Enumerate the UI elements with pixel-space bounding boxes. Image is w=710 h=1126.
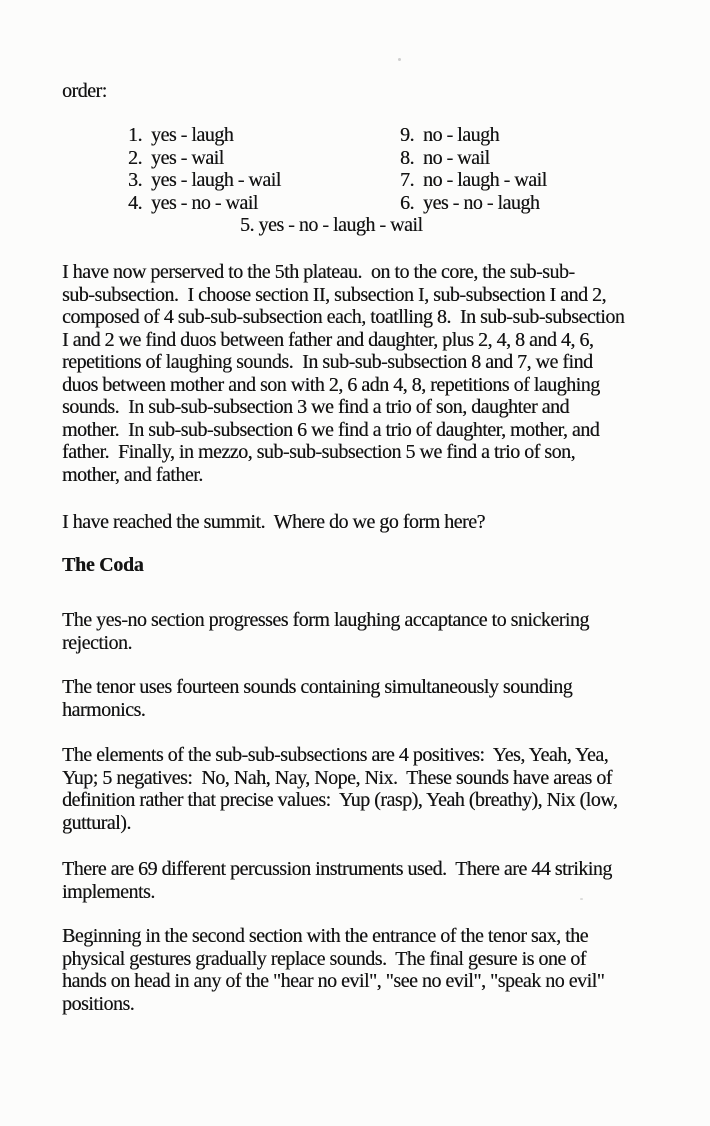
paragraph-yesno bbox=[62, 609, 674, 654]
order-label-text: order: bbox=[62, 80, 107, 102]
list-item: 1. yes - laugh bbox=[128, 124, 234, 146]
list-item-center: 5. yes - no - laugh - wail bbox=[240, 214, 423, 237]
text-line: sounds. In sub-sub-subsection 3 we find a trio of son, daughter and bbox=[62, 396, 570, 418]
text-line: rejection. bbox=[62, 631, 132, 654]
text-line: composed of 4 sub-sub-subsection each, toatlling 8. In sub-sub-subsection bbox=[62, 306, 625, 328]
paragraph-gestures bbox=[62, 925, 674, 1015]
heading-text: The Coda bbox=[62, 554, 144, 576]
text-line: I have now perserved to the 5th plateau. on to the core, the sub-sub- bbox=[62, 261, 575, 283]
text-line: hands on head in any of the "hear no evil", "see no evil", "speak no evil" bbox=[62, 970, 605, 992]
list-item: 7. no - laugh - wail bbox=[400, 169, 547, 192]
paragraph-summit bbox=[62, 511, 674, 534]
list-item: 3. yes - laugh - wail bbox=[128, 169, 281, 192]
text-line: harmonics. bbox=[62, 698, 146, 721]
paragraph-percussion bbox=[62, 858, 674, 903]
text-line: Beginning in the second section with the entrance of the tenor sax, the bbox=[62, 925, 589, 947]
text-line: physical gestures gradually replace sounds. The final gesure is one of bbox=[62, 947, 586, 970]
text-line: mother, and father. bbox=[62, 463, 203, 486]
text-line: repetitions of laughing sounds. In sub-sub-subsection 8 and 7, we find bbox=[62, 351, 593, 373]
list-row bbox=[62, 147, 674, 170]
list-item: 4. yes - no - wail bbox=[128, 191, 258, 214]
sequence-list bbox=[62, 124, 674, 237]
list-row bbox=[62, 169, 674, 192]
text-line: I have reached the summit. Where do we go form here? bbox=[62, 511, 485, 533]
scan-speck bbox=[398, 58, 401, 61]
list-item: 6. yes - no - laugh bbox=[400, 191, 540, 214]
text-line: mother. In sub-sub-subsection 6 we find a trio of daughter, mother, and bbox=[62, 418, 600, 441]
paragraph-elements bbox=[62, 744, 674, 834]
paragraph-plateau bbox=[62, 261, 674, 486]
text-line: The tenor uses fourteen sounds containing simultaneously sounding bbox=[62, 676, 573, 698]
text-line: implements. bbox=[62, 880, 155, 903]
text-line: There are 69 different percussion instruments used. There are 44 striking bbox=[62, 858, 612, 880]
text-line: sub-subsection. I choose section II, subsection I, sub-subsection I and 2, bbox=[62, 283, 607, 306]
list-item: 8. no - wail bbox=[400, 146, 490, 169]
text-line: definition rather that precise values: Yup (rasp), Yeah (breathy), Nix (low, bbox=[62, 789, 618, 811]
list-row bbox=[62, 124, 674, 147]
text-line: The elements of the sub-sub-subsections are 4 positives: Yes, Yeah, Yea, bbox=[62, 744, 609, 766]
text-line: duos between mother and son with 2, 6 adn 4, 8, repetitions of laughing bbox=[62, 373, 600, 396]
paragraph-tenor bbox=[62, 676, 674, 721]
list-row bbox=[62, 192, 674, 215]
text-line: father. Finally, in mezzo, sub-sub-subsection 5 we find a trio of son, bbox=[62, 441, 576, 463]
list-item: 2. yes - wail bbox=[128, 146, 224, 169]
section-heading-coda bbox=[62, 554, 674, 577]
text-line: positions. bbox=[62, 992, 135, 1015]
text-line: Yup; 5 negatives: No, Nah, Nay, Nope, Nix. These sounds have areas of bbox=[62, 766, 612, 789]
list-item: 9. no - laugh bbox=[400, 124, 500, 146]
text-line: I and 2 we find duos between father and daughter, plus 2, 4, 8 and 4, 6, bbox=[62, 328, 594, 351]
order-label bbox=[62, 80, 674, 103]
text-line: guttural). bbox=[62, 811, 131, 834]
text-line: The yes-no section progresses form laughing accaptance to snickering bbox=[62, 609, 589, 631]
